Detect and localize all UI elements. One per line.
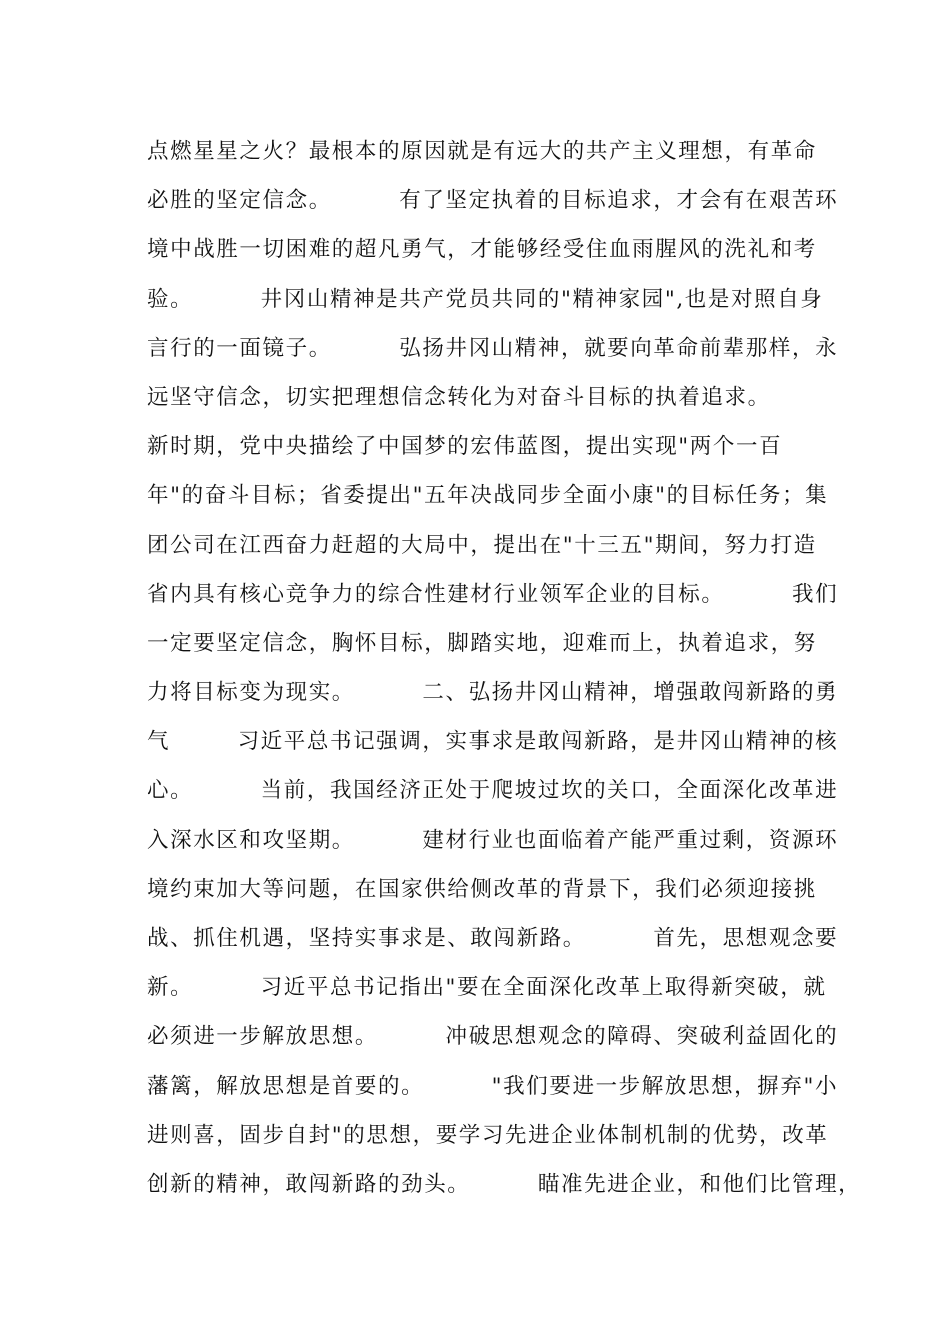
text-line: 验。 井冈山精神是共产党员共同的"精神家园",也是对照自身 bbox=[147, 286, 824, 312]
body-text bbox=[147, 132, 862, 1214]
text-line: 言行的一面镜子。 弘扬井冈山精神，就要向革命前辈那样，永 bbox=[147, 335, 839, 361]
text-line: 境约束加大等问题，在国家供给侧改革的背景下，我们必须迎接挑 bbox=[147, 876, 817, 902]
text-line: 藩篱，解放思想是首要的。 "我们要进一步解放思想，摒弃"小 bbox=[147, 1073, 839, 1099]
text-line: 力将目标变为现实。 二、弘扬井冈山精神，增强敢闯新路的勇 bbox=[147, 680, 839, 706]
text-line: 点燃星星之火？最根本的原因就是有远大的共产主义理想，有革命 bbox=[147, 139, 817, 164]
text-line: 新。 习近平总书记指出"要在全面深化改革上取得新突破，就 bbox=[147, 975, 827, 1001]
text-line: 境中战胜一切困难的超凡勇气，才能够经受住血雨腥风的洗礼和考 bbox=[147, 237, 817, 263]
text-line: 创新的精神，敢闯新路的劲头。 瞄准先进企业，和他们比管理， bbox=[147, 1171, 862, 1197]
text-line: 团公司在江西奋力赶超的大局中，提出在"十三五"期间，努力打造 bbox=[147, 532, 817, 558]
text-line: 进则喜，固步自封"的思想，要学习先进企业体制机制的优势，改革 bbox=[147, 1122, 829, 1148]
text-line: 入深水区和攻坚期。 建材行业也面临着产能严重过剩，资源环 bbox=[147, 827, 839, 853]
text-line: 战、抓住机遇，坚持实事求是、敢闯新路。 首先，思想观念要 bbox=[147, 926, 839, 951]
text-line: 省内具有核心竞争力的综合性建材行业领军企业的目标。 我们 bbox=[147, 581, 839, 607]
text-line: 气 习近平总书记强调，实事求是敢闯新路，是井冈山精神的核 bbox=[147, 729, 839, 755]
text-line: 一定要坚定信念，胸怀目标，脚踏实地，迎难而上，执着追求，努 bbox=[147, 630, 817, 656]
text-line: 必胜的坚定信念。 有了坚定执着的目标追求，才会有在艰苦环 bbox=[147, 188, 839, 214]
text-line: 新时期，党中央描绘了中国梦的宏伟蓝图，提出实现"两个一百 bbox=[147, 434, 783, 460]
text-line: 远坚守信念，切实把理想信念转化为对奋斗目标的执着追求。 bbox=[147, 384, 771, 410]
text-line: 必须进一步解放思想。 冲破思想观念的障碍、突破利益固化的 bbox=[147, 1024, 839, 1050]
text-line: 年"的奋斗目标；省委提出"五年决战同步全面小康"的目标任务；集 bbox=[147, 483, 829, 509]
text-line: 心。 当前，我国经济正处于爬坡过坎的关口，全面深化改革进 bbox=[147, 778, 839, 804]
